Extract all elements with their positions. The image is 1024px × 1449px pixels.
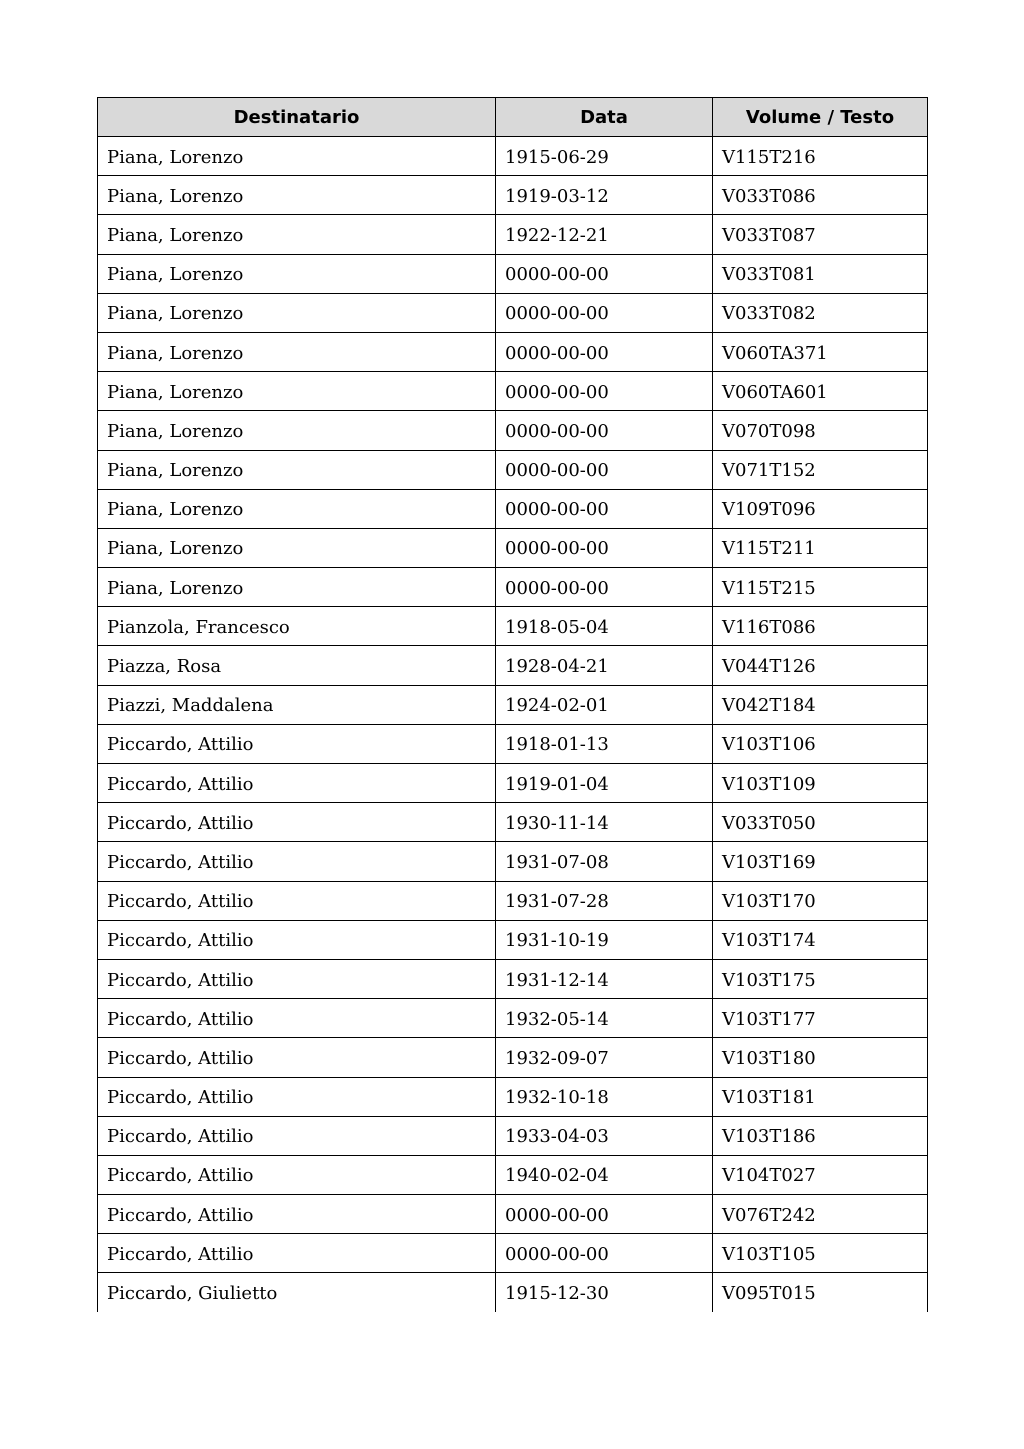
table-row [98,1116,928,1155]
cell-destinatario: Piana, Lorenzo [98,568,496,607]
cell-data: 1933-04-03 [496,1116,713,1155]
table-row [98,332,928,371]
cell-destinatario: Piccardo, Attilio [98,1116,496,1155]
cell-destinatario: Piccardo, Attilio [98,1155,496,1194]
cell-destinatario: Piccardo, Attilio [98,1195,496,1234]
cell-data: 1932-05-14 [496,999,713,1038]
cell-volume-testo: V033T087 [713,215,928,254]
cell-destinatario: Piccardo, Attilio [98,1038,496,1077]
table-row [98,724,928,763]
cell-volume-testo: V076T242 [713,1195,928,1234]
table-row [98,293,928,332]
cell-destinatario: Piana, Lorenzo [98,372,496,411]
cell-volume-testo: V103T175 [713,959,928,998]
cell-data: 0000-00-00 [496,528,713,567]
cell-data: 1928-04-21 [496,646,713,685]
cell-data: 0000-00-00 [496,411,713,450]
cell-data: 0000-00-00 [496,372,713,411]
cell-volume-testo: V033T081 [713,254,928,293]
cell-data: 1931-07-08 [496,842,713,881]
cell-volume-testo: V103T181 [713,1077,928,1116]
table-row [98,881,928,920]
cell-data: 0000-00-00 [496,568,713,607]
cell-data: 1919-01-04 [496,764,713,803]
cell-destinatario: Piccardo, Attilio [98,1077,496,1116]
table-row [98,685,928,724]
cell-data: 0000-00-00 [496,489,713,528]
cell-volume-testo: V060TA371 [713,332,928,371]
cell-destinatario: Piana, Lorenzo [98,528,496,567]
table-row [98,137,928,176]
cell-destinatario: Piccardo, Attilio [98,1234,496,1273]
cell-destinatario: Piccardo, Attilio [98,724,496,763]
table-row [98,764,928,803]
cell-destinatario: Piccardo, Giulietto [98,1273,496,1312]
cell-destinatario: Piccardo, Attilio [98,999,496,1038]
cell-destinatario: Piana, Lorenzo [98,215,496,254]
table-row [98,1155,928,1194]
table-row [98,528,928,567]
header-data: Data [496,98,713,137]
cell-volume-testo: V115T215 [713,568,928,607]
cell-volume-testo: V103T106 [713,724,928,763]
table-row [98,489,928,528]
cell-destinatario: Piccardo, Attilio [98,959,496,998]
table-row [98,920,928,959]
table-row [98,1038,928,1077]
table-header [98,98,928,137]
cell-data: 1919-03-12 [496,176,713,215]
cell-destinatario: Piana, Lorenzo [98,137,496,176]
cell-data: 0000-00-00 [496,450,713,489]
table-row [98,842,928,881]
header-row [98,98,928,137]
cell-data: 1922-12-21 [496,215,713,254]
cell-destinatario: Piana, Lorenzo [98,254,496,293]
table-row [98,607,928,646]
table-row [98,568,928,607]
cell-data: 1940-02-04 [496,1155,713,1194]
table-row [98,1234,928,1273]
table-row [98,999,928,1038]
cell-data: 1932-09-07 [496,1038,713,1077]
cell-destinatario: Piccardo, Attilio [98,842,496,881]
cell-volume-testo: V095T015 [713,1273,928,1312]
table-row [98,254,928,293]
cell-destinatario: Pianzola, Francesco [98,607,496,646]
header-volume-testo: Volume / Testo [713,98,928,137]
cell-destinatario: Piazza, Rosa [98,646,496,685]
table-body [98,137,928,1313]
cell-volume-testo: V109T096 [713,489,928,528]
table-row [98,1273,928,1312]
cell-volume-testo: V103T186 [713,1116,928,1155]
table-row [98,1195,928,1234]
cell-volume-testo: V103T177 [713,999,928,1038]
cell-data: 1931-12-14 [496,959,713,998]
cell-volume-testo: V033T050 [713,803,928,842]
header-destinatario: Destinatario [98,98,496,137]
cell-data: 1924-02-01 [496,685,713,724]
table-row [98,646,928,685]
cell-volume-testo: V044T126 [713,646,928,685]
cell-destinatario: Piazzi, Maddalena [98,685,496,724]
cell-volume-testo: V104T027 [713,1155,928,1194]
cell-data: 1918-01-13 [496,724,713,763]
cell-volume-testo: V103T169 [713,842,928,881]
cell-destinatario: Piccardo, Attilio [98,920,496,959]
cell-volume-testo: V060TA601 [713,372,928,411]
cell-volume-testo: V042T184 [713,685,928,724]
cell-volume-testo: V116T086 [713,607,928,646]
cell-destinatario: Piana, Lorenzo [98,332,496,371]
table-row [98,372,928,411]
cell-data: 1915-12-30 [496,1273,713,1312]
cell-volume-testo: V033T086 [713,176,928,215]
cell-data: 0000-00-00 [496,332,713,371]
cell-volume-testo: V103T170 [713,881,928,920]
cell-volume-testo: V115T216 [713,137,928,176]
table-row [98,411,928,450]
cell-destinatario: Piana, Lorenzo [98,176,496,215]
cell-data: 0000-00-00 [496,293,713,332]
table-row [98,215,928,254]
table-row [98,1077,928,1116]
cell-destinatario: Piana, Lorenzo [98,489,496,528]
cell-data: 0000-00-00 [496,1195,713,1234]
table-row [98,450,928,489]
cell-volume-testo: V033T082 [713,293,928,332]
cell-data: 1931-07-28 [496,881,713,920]
cell-volume-testo: V103T105 [713,1234,928,1273]
cell-volume-testo: V071T152 [713,450,928,489]
cell-destinatario: Piana, Lorenzo [98,411,496,450]
cell-data: 1915-06-29 [496,137,713,176]
cell-volume-testo: V103T174 [713,920,928,959]
cell-data: 1918-05-04 [496,607,713,646]
table-row [98,803,928,842]
table-row [98,176,928,215]
cell-data: 1932-10-18 [496,1077,713,1116]
cell-data: 0000-00-00 [496,254,713,293]
records-table [97,97,928,1312]
cell-destinatario: Piana, Lorenzo [98,293,496,332]
cell-destinatario: Piana, Lorenzo [98,450,496,489]
cell-volume-testo: V070T098 [713,411,928,450]
cell-destinatario: Piccardo, Attilio [98,764,496,803]
cell-destinatario: Piccardo, Attilio [98,803,496,842]
table-row [98,959,928,998]
cell-volume-testo: V103T180 [713,1038,928,1077]
cell-data: 1931-10-19 [496,920,713,959]
cell-volume-testo: V115T211 [713,528,928,567]
cell-volume-testo: V103T109 [713,764,928,803]
cell-data: 0000-00-00 [496,1234,713,1273]
cell-destinatario: Piccardo, Attilio [98,881,496,920]
cell-data: 1930-11-14 [496,803,713,842]
